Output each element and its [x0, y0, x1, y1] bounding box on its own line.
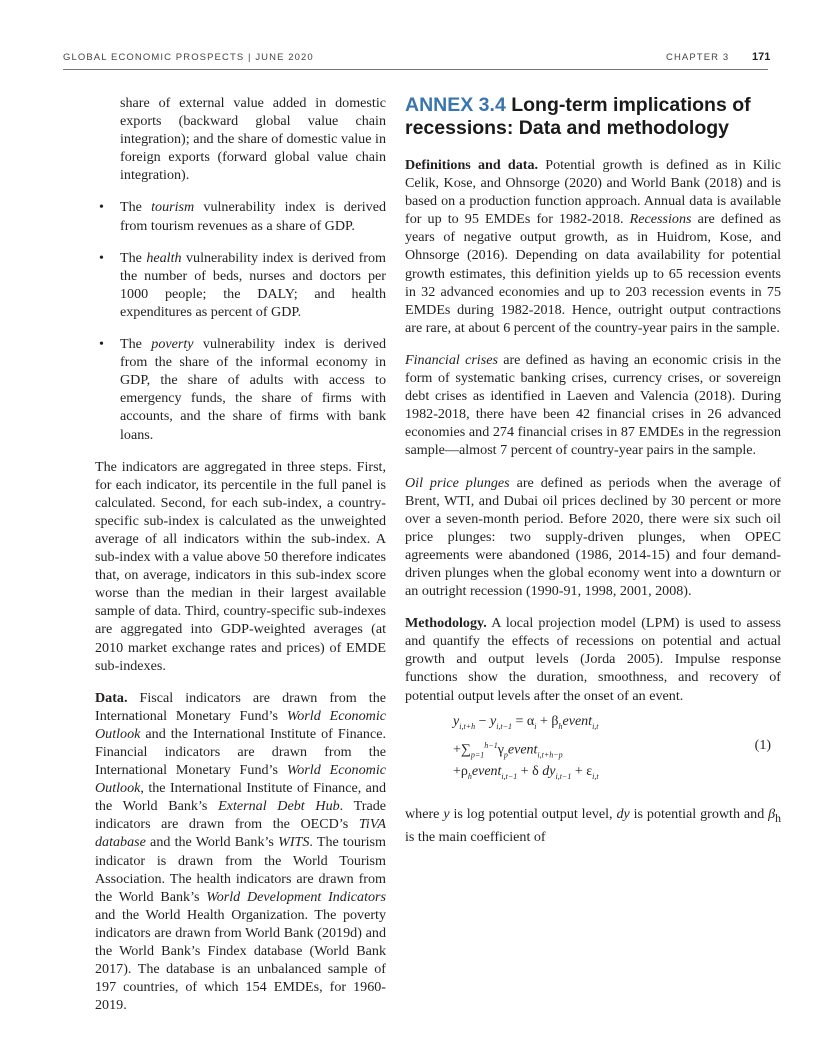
text-run: WITS	[278, 834, 310, 851]
text-run: vulnerability index is derived from tourism revenues as a share of GDP.	[120, 199, 386, 234]
text-run: TiVA database	[95, 816, 386, 851]
right-column	[405, 94, 781, 860]
annex-number: ANNEX 3.4	[405, 94, 506, 116]
text-run: and the International Institute of Finance. Financial indicators are drawn from the International Monetary Fund’s	[95, 725, 386, 779]
text-run: dy	[616, 805, 630, 822]
text-run: , the International Institute of Finance, and the World Bank’s	[95, 780, 386, 815]
text-run: h	[775, 811, 782, 825]
paragraph	[95, 458, 386, 675]
text-run: share of external value added in domestic exports (backward global value chain integration); and the share of domestic value in foreign exports (forward global value chain integration).	[120, 95, 386, 184]
text-run: β	[768, 805, 776, 822]
text-run: The	[120, 249, 147, 266]
annex-heading	[405, 94, 781, 140]
equation-line-3: $+\rho_hevent_{i,t-1} + \delta$ $dy_{i,t-1} + \varepsilon_{i,t}$	[453, 763, 599, 781]
equation-line-2: $+\sum_{p=1}^{h-1}\gamma_pevent_{i,t+h-p}$	[453, 740, 563, 760]
text-run: Oil price plunges	[405, 474, 510, 491]
bullet-icon: •	[99, 249, 104, 266]
text-run: The indicators are aggregated in three steps. First, for each indicator, its percentile in the full panel is calculated. Second, for each sub-index, a country-specific sub-index is calculated as the unweighted average of all indicators within the sub-index. A sub-index with a value above 50 therefore indicates that, on average, indicators in this sub-index score worse than the median in their largest available sample of data. Third, country-specific sub-indexes are aggregated into GDP-weighted averages (at 2010 market exchange rates and prices) of EMDE sub-indexes.	[95, 458, 386, 674]
paragraph	[405, 614, 781, 704]
text-run: and the World Bank’s	[145, 834, 279, 851]
bullet-icon: •	[99, 199, 104, 216]
equation-line-1: $y_{i,t+h} - y_{i,t-1} = \alpha_i$ + $\beta_hevent_{i,t}$	[453, 713, 599, 731]
paragraph	[405, 474, 781, 601]
run-in-heading: Definitions and data.	[405, 157, 539, 173]
bullet-item	[95, 198, 386, 234]
run-in-heading: Methodology.	[405, 615, 487, 632]
bullet-item	[95, 249, 386, 321]
text-run: are defined as periods when the average of Brent, WTI, and Dubai oil prices declined by 30 percent or more over a seven-month period. Before 2020, there were six such oil price plunges: two supply-driven plunges, when OPEC agreements were abandoned (1986, 2014-15) and four demand-driven plunges when the global economy went into a downturn or an outright recession (1990-91, 1998, 2001, 2008).	[405, 474, 781, 600]
paragraph	[95, 94, 386, 184]
right-paragraphs	[405, 156, 781, 705]
paragraph	[405, 351, 781, 460]
text-run: health	[146, 249, 182, 266]
text-run: World Development Indicators	[206, 888, 387, 905]
run-in-heading: Data.	[95, 689, 128, 706]
paragraph	[95, 689, 386, 1015]
text-run: The	[120, 336, 152, 353]
text-run: are defined as years of negative output growth, as in Huidrom, Kose, and Ohnsorge (2016). Depending on data availability for potential growth estimates, this definition yields up to 65 recession events in 32 advanced economies and up to 203 recession events in 75 EMDEs during 1982-2018. Hence, outright output contractions are rare, at about 6 percent of the country-year pairs in the sample.	[405, 211, 781, 336]
text-run: is the main coefficient of	[405, 828, 546, 845]
running-header-title: GLOBAL ECONOMIC PROSPECTS | JUNE 2020	[63, 52, 314, 63]
left-column	[95, 94, 386, 1028]
text-run: . The tourism indicator is drawn from the World Tourism Association. The health indicators are drawn from the World Bank’s	[95, 834, 386, 905]
text-run: y	[443, 805, 450, 822]
text-run: vulnerability index is derived from the number of beds, nurses and doctors per 1000 people; the DALY; and health expenditures as percent of GDP.	[120, 249, 386, 320]
text-run: are defined as having an economic crisis in the form of systematic banking crises, currency crises, or sovereign debt crises as identified in Laeven and Valencia (2018). During 1982-2018, there have been 42 financial crises in 26 advanced economies and 274 financial crises in 87 EMDEs in the regression sample—almost 7 percent of country-year pairs in the sample.	[405, 351, 781, 459]
page-number: 171	[752, 51, 771, 63]
paragraph	[405, 156, 781, 337]
text-run: The	[120, 199, 152, 216]
text-run: World Economic Outlook	[95, 707, 386, 742]
text-run: Potential growth is defined as in Kilic Celik, Kose, and Ohnsorge (2020) and World Bank (2018) and is based on a production function approach. Annual data is available for up to 95 EMDEs for 1982-2018.	[405, 157, 781, 228]
text-run: External Debt Hub	[218, 798, 340, 815]
text-run: vulnerability index is derived from the share of the informal economy in GDP, the share of adults with access to emergency funds, the share of firms with accounts, and the share of firms with bank loans.	[120, 336, 386, 443]
header-rule	[63, 69, 768, 70]
text-run: and the World Health Organization. The poverty indicators are drawn from World Bank (2019d) and the World Bank’s Findex database (World Bank 2017). The database is an unbalanced sample of 197 countries, of which 154 EMDEs, for 1960-2019.	[95, 906, 386, 1014]
paragraph	[405, 805, 781, 846]
text-run: Financial crises	[405, 351, 498, 368]
text-run: Fiscal indicators are drawn from the International Monetary Fund’s	[95, 689, 386, 724]
text-run: poverty	[151, 336, 194, 353]
text-run: World Economic Outlook	[95, 762, 386, 797]
equation-number: (1)	[754, 737, 771, 753]
text-run: A local projection model (LPM) is used to assess and quantify the effects of recessions on potential and actual growth and output levels (Jorda 2005). Impulse response functions show the duration, smoothness, and recovery of potential output levels after the onset of an event.	[405, 615, 781, 704]
text-run: Recessions	[629, 211, 692, 228]
equation-block	[405, 713, 781, 793]
annex-title: Long-term implications of recessions: Data and methodology	[405, 94, 751, 139]
text-run: where	[405, 805, 444, 822]
text-run: is potential growth and	[629, 805, 769, 822]
text-run: tourism	[151, 199, 195, 216]
text-run: . Trade indicators are drawn from the OECD’s	[95, 798, 386, 833]
bullet-item	[95, 335, 386, 444]
bullet-icon: •	[99, 336, 104, 353]
running-header-chapter: CHAPTER 3	[666, 52, 730, 63]
text-run: is log potential output level,	[449, 805, 617, 822]
